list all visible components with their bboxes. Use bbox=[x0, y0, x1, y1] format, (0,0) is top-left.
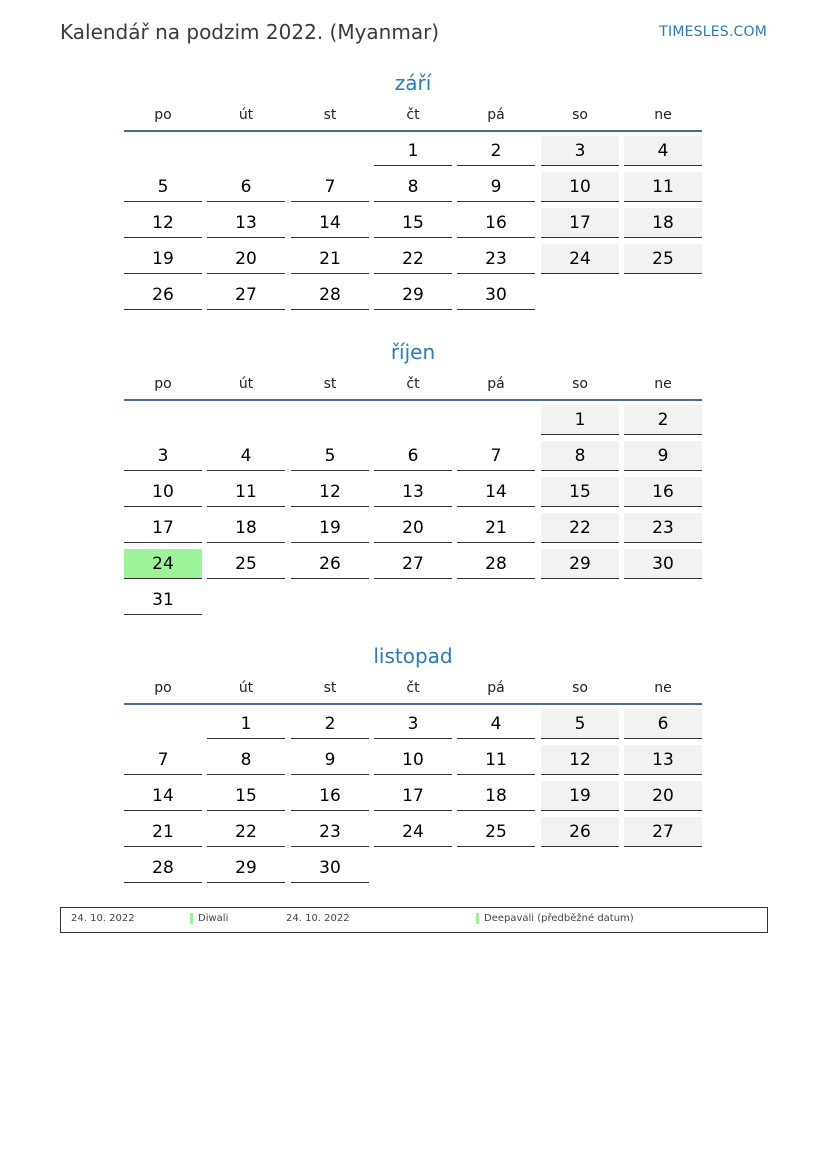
month-name: listopad bbox=[373, 644, 453, 668]
day-cell: 21 bbox=[124, 817, 202, 847]
day-cell: 22 bbox=[541, 513, 619, 543]
day-cell: 4 bbox=[207, 441, 285, 471]
day-cell: 7 bbox=[124, 745, 202, 775]
day-cell: 20 bbox=[374, 513, 452, 543]
weekday-label: ne bbox=[654, 680, 672, 696]
holiday-legend bbox=[60, 907, 768, 933]
day-cell: 31 bbox=[124, 585, 202, 615]
day-cell: 3 bbox=[124, 441, 202, 471]
day-cell: 4 bbox=[624, 136, 702, 166]
day-cell: 8 bbox=[374, 172, 452, 202]
day-cell: 23 bbox=[624, 513, 702, 543]
day-cell: 16 bbox=[291, 781, 369, 811]
weekday-label: ne bbox=[654, 107, 672, 123]
weekday-label: ne bbox=[654, 376, 672, 392]
day-cell: 28 bbox=[457, 549, 535, 579]
day-cell: 2 bbox=[291, 709, 369, 739]
day-cell: 1 bbox=[374, 136, 452, 166]
day-cell: 21 bbox=[291, 244, 369, 274]
legend-date-1: 24. 10. 2022 bbox=[71, 913, 135, 924]
day-cell: 16 bbox=[624, 477, 702, 507]
day-cell: 17 bbox=[124, 513, 202, 543]
day-cell: 13 bbox=[374, 477, 452, 507]
legend-date-2: 24. 10. 2022 bbox=[286, 913, 350, 924]
month-name: říjen bbox=[390, 340, 436, 364]
day-cell: 2 bbox=[624, 405, 702, 435]
day-cell: 5 bbox=[291, 441, 369, 471]
day-cell: 18 bbox=[457, 781, 535, 811]
weekday-label: st bbox=[323, 680, 337, 696]
day-cell: 23 bbox=[291, 817, 369, 847]
day-cell: 29 bbox=[374, 280, 452, 310]
day-cell: 24 bbox=[541, 244, 619, 274]
day-cell: 2 bbox=[457, 136, 535, 166]
day-cell: 24 bbox=[374, 817, 452, 847]
month-2 bbox=[124, 641, 702, 889]
month-name: září bbox=[394, 71, 432, 95]
weekday-label: pá bbox=[487, 376, 505, 392]
day-cell: 15 bbox=[541, 477, 619, 507]
day-cell: 3 bbox=[374, 709, 452, 739]
weekday-label: st bbox=[323, 376, 337, 392]
day-cell: 16 bbox=[457, 208, 535, 238]
weekday-label: so bbox=[572, 107, 588, 123]
weekday-label: st bbox=[323, 107, 337, 123]
day-cell: 1 bbox=[207, 709, 285, 739]
day-cell: 19 bbox=[541, 781, 619, 811]
day-grid bbox=[124, 709, 702, 889]
day-cell: 9 bbox=[457, 172, 535, 202]
day-grid bbox=[124, 405, 702, 621]
weekday-label: út bbox=[238, 680, 254, 696]
day-cell: 8 bbox=[207, 745, 285, 775]
day-cell: 14 bbox=[291, 208, 369, 238]
day-cell: 4 bbox=[457, 709, 535, 739]
day-cell: 20 bbox=[624, 781, 702, 811]
day-cell: 7 bbox=[291, 172, 369, 202]
day-cell: 18 bbox=[624, 208, 702, 238]
weekday-label: pá bbox=[487, 680, 505, 696]
weekday-header bbox=[124, 673, 702, 705]
day-cell: 28 bbox=[124, 853, 202, 883]
month-1 bbox=[124, 337, 702, 621]
day-cell: 17 bbox=[374, 781, 452, 811]
day-cell: 5 bbox=[124, 172, 202, 202]
weekday-label: so bbox=[572, 376, 588, 392]
day-cell: 9 bbox=[624, 441, 702, 471]
legend-color-marker bbox=[190, 913, 193, 924]
day-cell: 27 bbox=[624, 817, 702, 847]
day-cell: 3 bbox=[541, 136, 619, 166]
day-cell: 13 bbox=[207, 208, 285, 238]
day-cell: 20 bbox=[207, 244, 285, 274]
day-cell: 30 bbox=[624, 549, 702, 579]
day-cell: 22 bbox=[374, 244, 452, 274]
legend-color-marker bbox=[476, 913, 479, 924]
day-cell: 10 bbox=[541, 172, 619, 202]
weekday-label: po bbox=[154, 376, 172, 392]
weekday-label: út bbox=[238, 107, 254, 123]
weekday-label: út bbox=[238, 376, 254, 392]
day-cell: 21 bbox=[457, 513, 535, 543]
legend-holiday-name-1: Diwali bbox=[198, 913, 229, 924]
day-cell: 6 bbox=[374, 441, 452, 471]
day-cell: 25 bbox=[624, 244, 702, 274]
day-cell: 12 bbox=[124, 208, 202, 238]
day-cell: 12 bbox=[291, 477, 369, 507]
weekday-header bbox=[124, 100, 702, 132]
day-cell: 27 bbox=[207, 280, 285, 310]
day-cell: 18 bbox=[207, 513, 285, 543]
day-cell: 15 bbox=[207, 781, 285, 811]
legend-holiday-name-2: Deepavali (předběžné datum) bbox=[484, 913, 634, 924]
day-cell: 12 bbox=[541, 745, 619, 775]
day-cell: 25 bbox=[207, 549, 285, 579]
day-cell: 11 bbox=[207, 477, 285, 507]
weekday-label: čt bbox=[406, 680, 420, 696]
weekday-label: po bbox=[154, 680, 172, 696]
day-cell: 30 bbox=[457, 280, 535, 310]
day-cell: 15 bbox=[374, 208, 452, 238]
day-cell: 28 bbox=[291, 280, 369, 310]
day-cell: 19 bbox=[124, 244, 202, 274]
weekday-label: čt bbox=[406, 107, 420, 123]
day-cell: 10 bbox=[124, 477, 202, 507]
weekday-label: čt bbox=[406, 376, 420, 392]
weekday-label: so bbox=[572, 680, 588, 696]
day-cell: 26 bbox=[541, 817, 619, 847]
day-cell: 5 bbox=[541, 709, 619, 739]
day-cell: 27 bbox=[374, 549, 452, 579]
weekday-label: pá bbox=[487, 107, 505, 123]
day-cell: 30 bbox=[291, 853, 369, 883]
day-cell: 19 bbox=[291, 513, 369, 543]
day-cell: 9 bbox=[291, 745, 369, 775]
day-cell: 10 bbox=[374, 745, 452, 775]
weekday-label: po bbox=[154, 107, 172, 123]
day-cell: 6 bbox=[624, 709, 702, 739]
day-cell: 29 bbox=[541, 549, 619, 579]
day-cell: 14 bbox=[457, 477, 535, 507]
day-cell: 26 bbox=[124, 280, 202, 310]
day-cell: 26 bbox=[291, 549, 369, 579]
brand-link[interactable]: TIMESLES.COM bbox=[659, 24, 767, 40]
day-cell: 22 bbox=[207, 817, 285, 847]
day-cell: 11 bbox=[624, 172, 702, 202]
day-cell: 6 bbox=[207, 172, 285, 202]
day-cell: 1 bbox=[541, 405, 619, 435]
day-cell: 14 bbox=[124, 781, 202, 811]
day-cell: 25 bbox=[457, 817, 535, 847]
day-cell: 11 bbox=[457, 745, 535, 775]
day-grid bbox=[124, 136, 702, 316]
page-title: Kalendář na podzim 2022. (Myanmar) bbox=[60, 20, 440, 44]
day-cell: 23 bbox=[457, 244, 535, 274]
day-cell: 13 bbox=[624, 745, 702, 775]
weekday-header bbox=[124, 369, 702, 401]
day-cell: 8 bbox=[541, 441, 619, 471]
day-cell: 7 bbox=[457, 441, 535, 471]
day-cell: 29 bbox=[207, 853, 285, 883]
month-0 bbox=[124, 68, 702, 316]
day-cell: 17 bbox=[541, 208, 619, 238]
holiday-day-cell: 24 bbox=[124, 549, 202, 579]
